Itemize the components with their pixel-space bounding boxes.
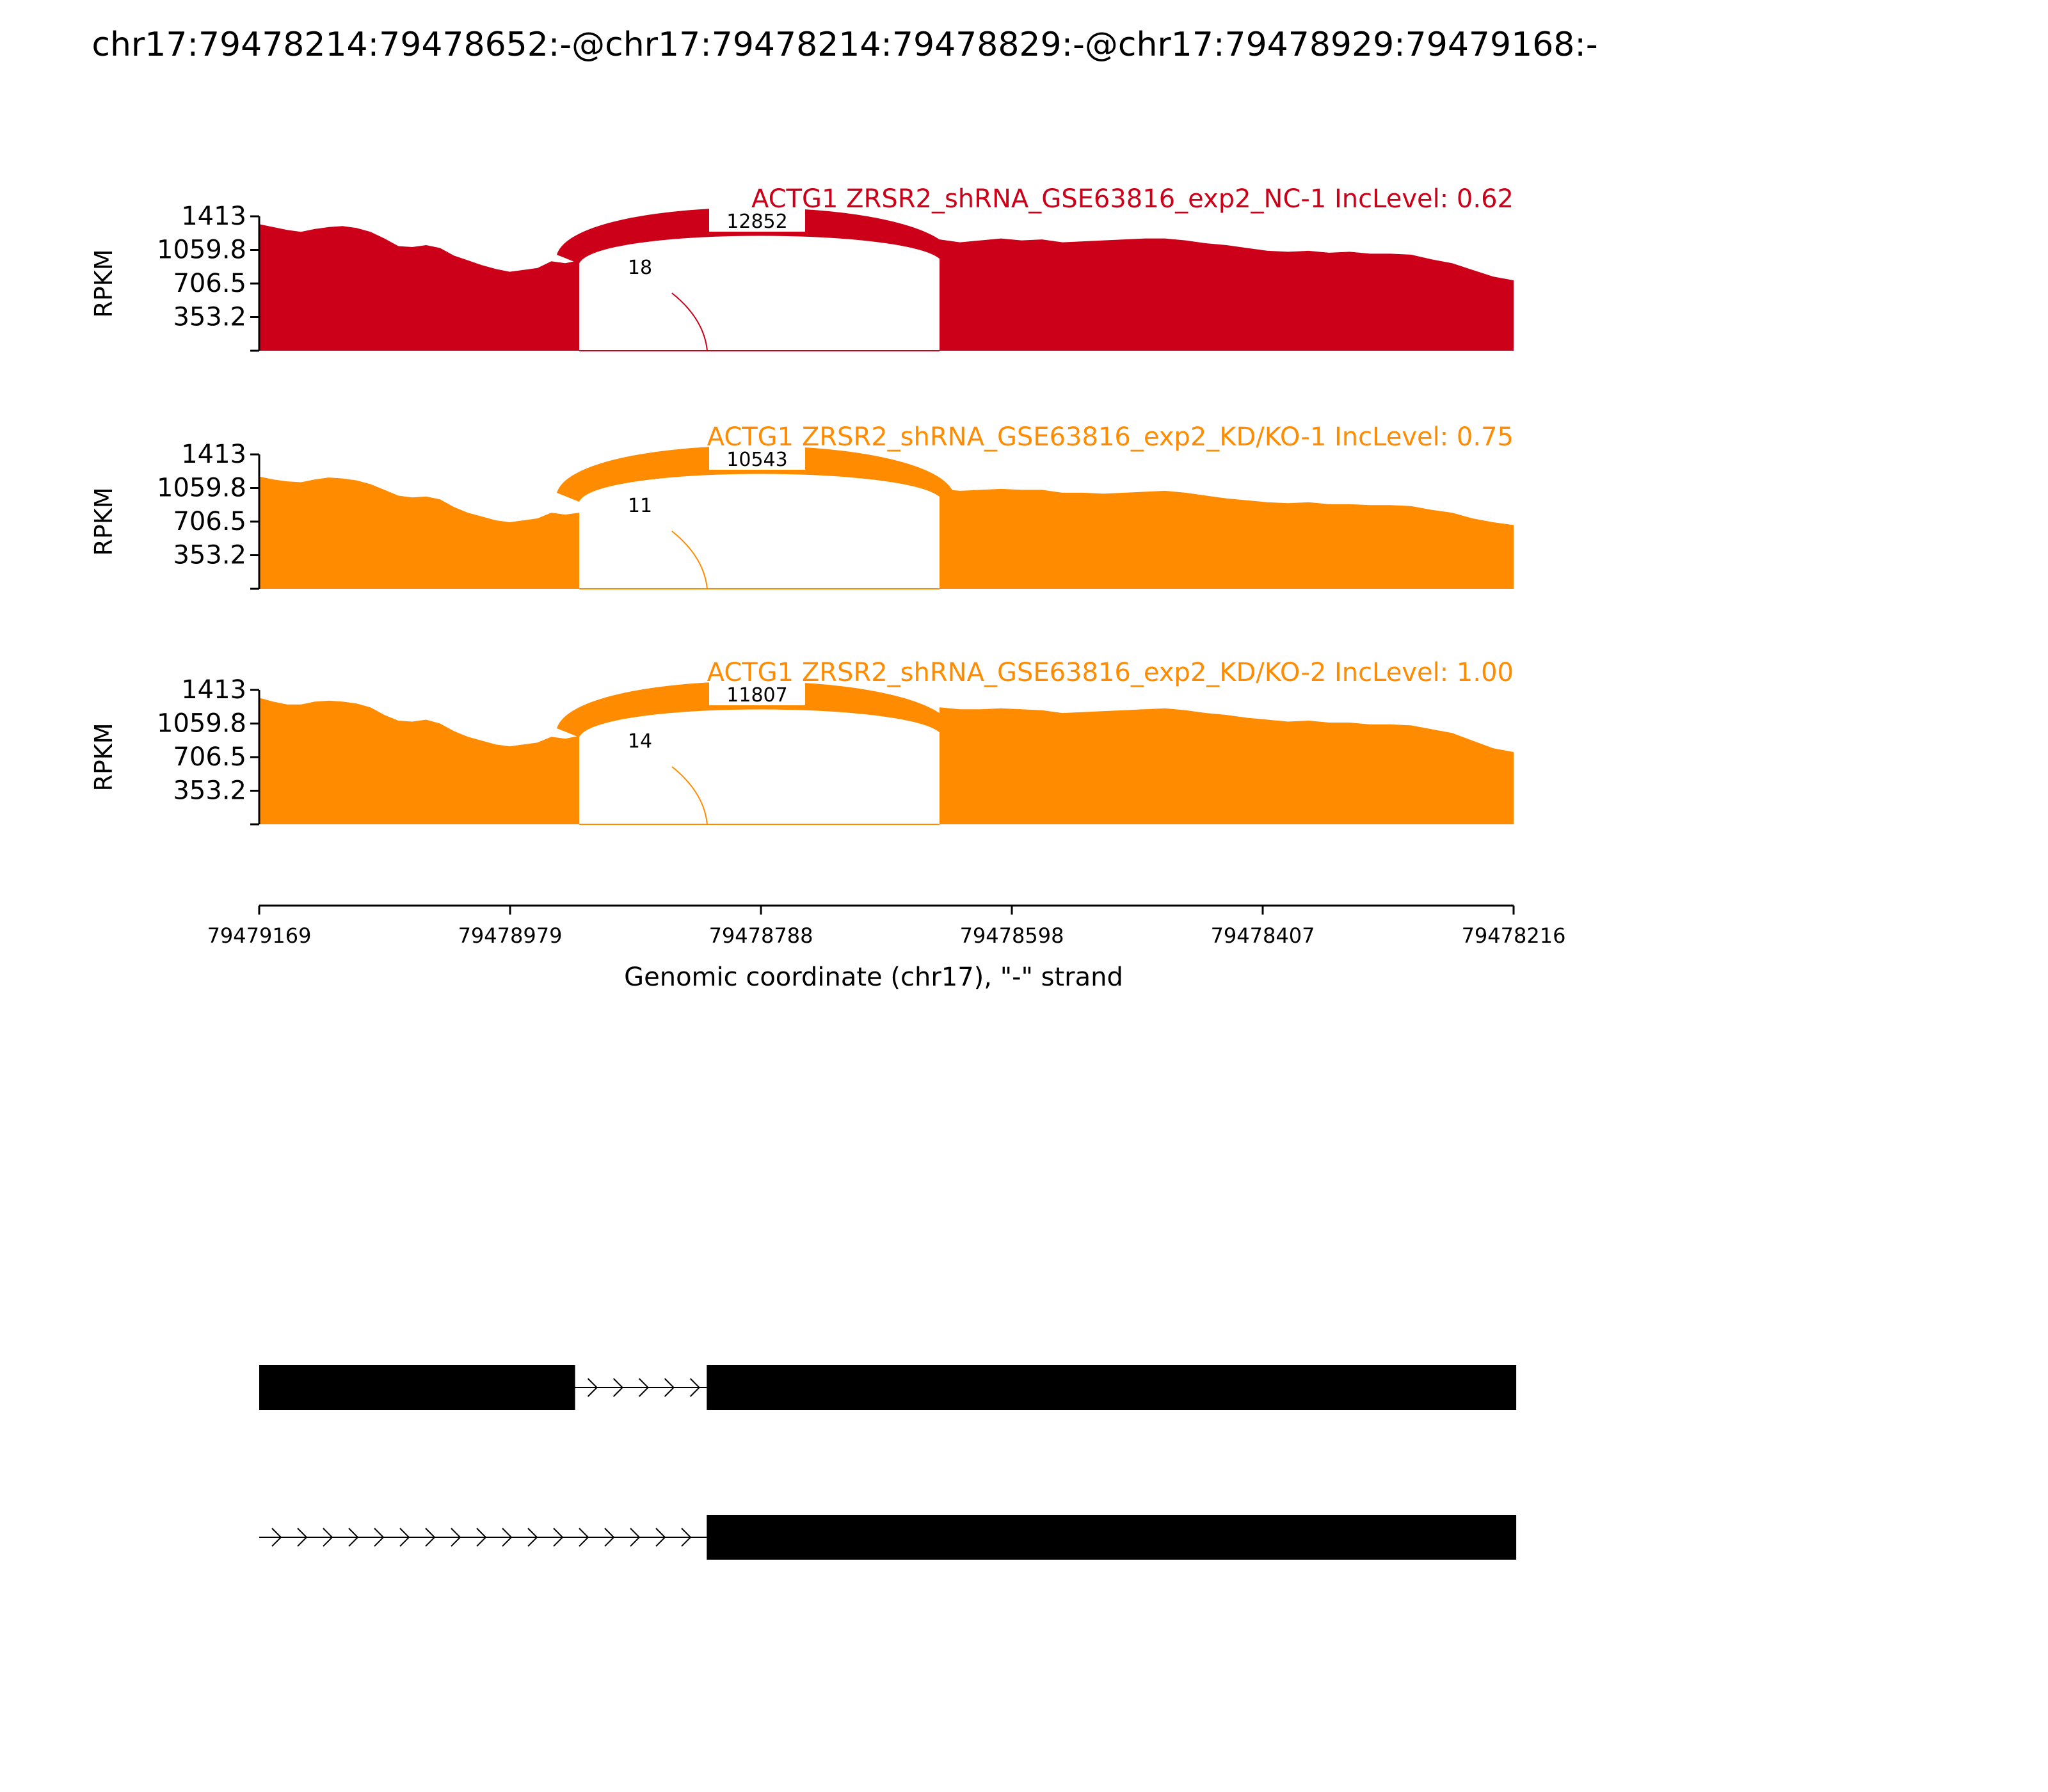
coverage-panels [90,184,1514,824]
y-tick-label: 353.2 [173,776,246,806]
transcript-model [259,1515,1516,1560]
figure-title: chr17:79478214:79478652:-@chr17:79478214:79478829:-@chr17:79478929:79479168:- [92,26,1598,64]
exon-block [707,1515,1516,1560]
y-tick-label: 1413 [181,202,246,231]
junction-read-count: 14 [627,730,653,753]
x-tick-label: 79478979 [458,924,563,948]
panel-label: ACTG1 ZRSR2_shRNA_GSE63816_exp2_KD/KO-2 IncLevel: 1.00 [707,658,1514,687]
y-tick-label: 706.5 [173,742,246,772]
junction-read-count: 18 [627,257,653,279]
coverage-area-right [940,707,1514,824]
junction-read-count: 11807 [726,684,788,707]
junction-arc-minor [672,767,707,824]
junction-read-count: 12852 [726,211,788,233]
x-tick-label: 79478788 [708,924,813,948]
coverage-area-right [940,239,1514,351]
y-axis-label: RPKM [90,487,118,556]
coverage-panel [90,658,1514,824]
y-axis-label: RPKM [90,723,118,792]
y-tick-label: 353.2 [173,540,246,570]
panel-label: ACTG1 ZRSR2_shRNA_GSE63816_exp2_NC-1 IncLevel: 0.62 [751,184,1514,214]
junction-arc-minor [672,293,707,351]
y-tick-label: 706.5 [173,269,246,298]
junction-arc-minor [672,531,707,589]
coverage-area-left [259,224,579,351]
x-axis-label: Genomic coordinate (chr17), "-" strand [624,963,1123,992]
y-tick-label: 706.5 [173,507,246,536]
coverage-panel [90,422,1514,589]
coverage-panel [90,184,1514,351]
panel-label: ACTG1 ZRSR2_shRNA_GSE63816_exp2_KD/KO-1 IncLevel: 0.75 [707,422,1514,452]
transcript-model [259,1365,1516,1410]
x-axis [207,906,1566,992]
y-tick-label: 1413 [181,440,246,469]
y-tick-label: 1059.8 [157,708,246,739]
y-tick-label: 353.2 [173,302,246,332]
x-tick-label: 79478407 [1210,924,1315,948]
junction-read-count: 10543 [726,449,788,471]
y-axis-label: RPKM [90,249,118,318]
x-tick-label: 79479169 [207,924,312,948]
y-tick-label: 1059.8 [157,473,246,503]
exon-block [707,1365,1516,1410]
junction-read-count: 11 [627,495,653,517]
x-tick-label: 79478598 [959,924,1064,948]
coverage-area-left [259,477,579,589]
y-tick-label: 1059.8 [157,235,246,265]
exon-block [259,1365,575,1410]
transcript-models [259,1365,1516,1560]
coverage-area-left [259,698,579,824]
x-tick-label: 79478216 [1461,924,1566,948]
coverage-area-right [940,489,1514,589]
y-tick-label: 1413 [181,675,246,705]
